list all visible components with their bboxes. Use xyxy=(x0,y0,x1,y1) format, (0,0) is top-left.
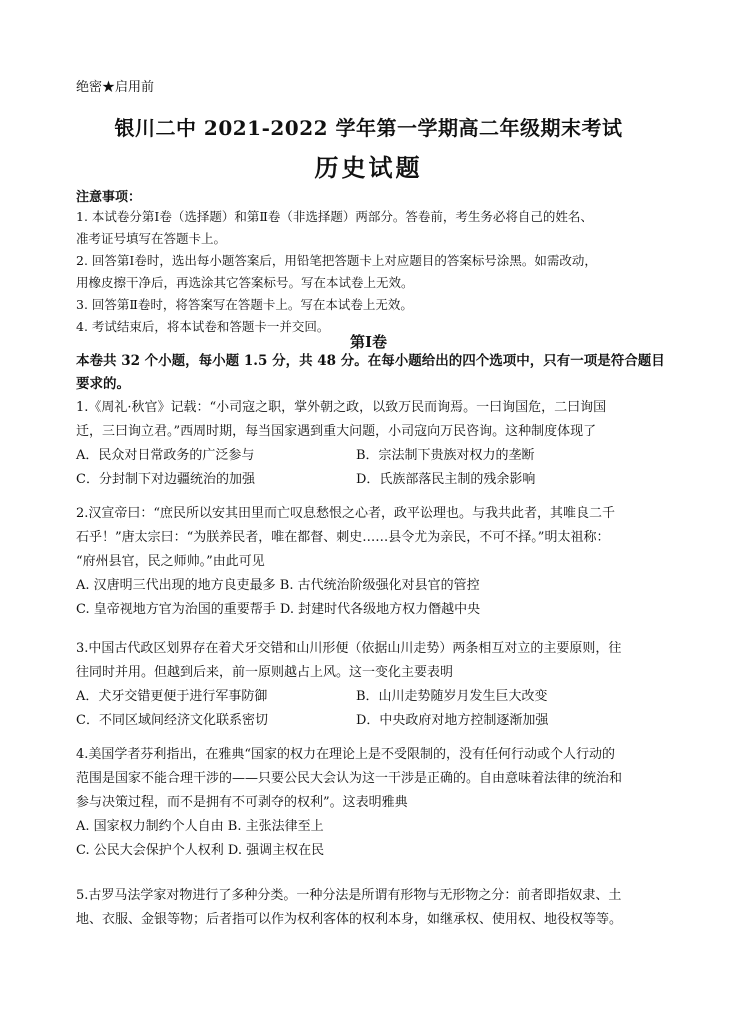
question-line: “府州县官，民之师帅。”由此可见 xyxy=(76,554,265,569)
option-row xyxy=(76,444,666,468)
question-line: 迁，三曰询立君。”西周时期，每当国家遇到重大问题，小司寇向万民咨询。这种制度体现了 xyxy=(76,424,597,439)
option-row xyxy=(76,709,666,733)
option-line: C. 皇帝视地方官为治国的重要帮手 D. 封建时代各级地方权力僭越中央 xyxy=(76,602,481,617)
option-line: A. 汉唐明三代出现的地方良吏最多 B. 古代统治阶级强化对县官的管控 xyxy=(76,578,480,593)
option-d: D．中央政府对地方控制逐渐加强 xyxy=(356,713,549,728)
note-line: 4. 考试结束后，将本试卷和答题卡一并交回。 xyxy=(76,319,330,334)
note-line: 1. 本试卷分第Ⅰ卷（选择题）和第Ⅱ卷（非选择题）两部分。答卷前，考生务必将自己的姓名、 xyxy=(76,209,593,224)
option-c: C．不同区域间经济文化联系密切 xyxy=(76,713,268,728)
question-line: 3.中国古代政区划界存在着犬牙交错和山川形便（依据山川走势）两条相互对立的主要原则，往 xyxy=(76,641,622,656)
option-row xyxy=(76,468,666,492)
question-line: 4.美国学者芬利指出，在雅典“国家的权力在理论上是不受限制的，没有任何行动或个人行动的 xyxy=(76,747,616,762)
question-3 xyxy=(76,637,666,733)
question-2 xyxy=(76,502,666,622)
note-line: 3. 回答第Ⅱ卷时，将答案写在答题卡上。写在本试卷上无效。 xyxy=(76,297,413,312)
note-line: 用橡皮擦干净后，再选涂其它答案标号。写在本试卷上无效。 xyxy=(76,275,414,290)
option-a: A．民众对日常政务的广泛参与 xyxy=(76,448,255,463)
option-c: C．分封制下对边疆统治的加强 xyxy=(76,472,255,487)
option-b: B．山川走势随岁月发生巨大改变 xyxy=(356,689,548,704)
intro-line: 要求的。 xyxy=(76,376,130,392)
option-a: A．犬牙交错更便于进行军事防御 xyxy=(76,689,268,704)
notes-list xyxy=(76,206,666,338)
question-line: 2.汉宣帝曰：“庶民所以安其田里而亡叹息愁恨之心者，政平讼理也。与我共此者，其唯良二千 xyxy=(76,506,616,521)
option-row xyxy=(76,685,666,709)
question-line: 参与决策过程，而不是拥有不可剥夺的权利”。这表明雅典 xyxy=(76,795,408,810)
confidential-mark: 绝密★启用前 xyxy=(76,80,155,95)
option-line: C. 公民大会保护个人权利 D. 强调主权在民 xyxy=(76,843,325,858)
intro-line: 本卷共 32 个小题，每小题 1.5 分，共 48 分。在每小题给出的四个选项中，只有一项是符合题目 xyxy=(76,353,665,369)
notes-heading: 注意事项： xyxy=(76,190,142,205)
note-line: 准考证号填写在答题卡上。 xyxy=(76,231,227,246)
question-line: 地、衣服、金银等物；后者指可以作为权利客体的权利本身，如继承权、使用权、地役权等等。 xyxy=(76,912,623,927)
section-title: 第Ⅰ卷 xyxy=(349,333,388,351)
note-line: 2. 回答第Ⅰ卷时，选出每小题答案后，用铅笔把答题卡上对应题目的答案标号涂黑。如需改动， xyxy=(76,253,597,268)
question-line: 往同时并用。但越到后来，前一原则越占上风。这一变化主要表明 xyxy=(76,665,454,680)
option-line: A. 国家权力制约个人自由 B. 主张法律至上 xyxy=(76,819,324,834)
question-line: 5.古罗马法学家对物进行了多种分类。一种分法是所谓有形物与无形物之分：前者即指奴隶、土 xyxy=(76,888,622,903)
question-line: 石乎！”唐太宗曰：“为朕养民者，唯在都督、刺史……县令尤为亲民，不可不择。”明太祖称： xyxy=(76,530,610,545)
option-d: D．氏族部落民主制的残余影响 xyxy=(356,472,536,487)
subject-title: 历史试题 xyxy=(314,153,423,182)
question-line: 1.《周礼·秋官》记载：“小司寇之职，掌外朝之政，以致万民而询焉。一曰询国危，二曰询国 xyxy=(76,400,607,415)
question-line: 范围是国家不能合理干涉的——只要公民大会认为这一干涉是正确的。自由意味着法律的统治和 xyxy=(76,771,623,786)
question-5 xyxy=(76,884,666,932)
question-4 xyxy=(76,743,666,863)
question-1 xyxy=(76,396,666,492)
option-b: B．宗法制下贵族对权力的垄断 xyxy=(356,448,535,463)
section-intro xyxy=(76,350,666,396)
exam-title: 银川二中 2021-2022 学年第一学期高二年级期末考试 xyxy=(114,116,623,140)
